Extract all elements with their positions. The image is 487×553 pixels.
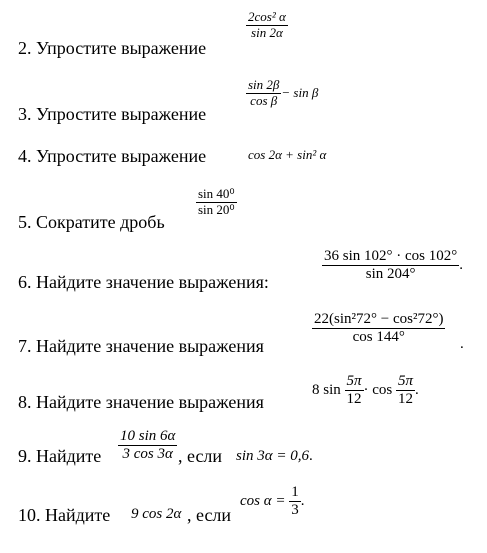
condition-lhs: cos α = (240, 493, 286, 510)
denominator: 3 cos 3α (122, 446, 173, 463)
problem-6 (18, 272, 269, 293)
problem-text: Найдите значение выражения: (36, 272, 269, 292)
problem-2 (18, 38, 206, 59)
formula-2 (246, 10, 288, 41)
tail-text: , если (187, 505, 232, 525)
formula-3 (246, 78, 318, 109)
numerator: 5π (396, 373, 415, 391)
problem-text: Сократите дробь (36, 212, 165, 232)
numerator: 36 sin 102° · cos 102° (322, 248, 459, 266)
problem-number: 10. (18, 505, 41, 525)
numerator: sin 2β (248, 77, 280, 92)
formula-6 (322, 248, 463, 284)
numerator: 1 (289, 484, 301, 502)
problem-10-tail (187, 505, 231, 526)
problem-9-tail (178, 446, 222, 467)
denominator: cos 144° (352, 329, 405, 346)
problem-number: 7. (18, 336, 32, 356)
problem-number: 3. (18, 104, 32, 124)
formula-10-condition (240, 484, 305, 520)
problem-number: 6. (18, 272, 32, 292)
formula-8 (312, 373, 419, 409)
formula-9-condition (236, 448, 313, 465)
problem-text: Упростите выражение (36, 146, 207, 166)
problem-4 (18, 146, 206, 167)
denominator: 12 (346, 391, 362, 408)
denominator: sin 2α (251, 24, 283, 40)
problem-number: 2. (18, 38, 32, 58)
denominator: 3 (291, 502, 299, 519)
problem-number: 5. (18, 212, 32, 232)
tail-text: , если (178, 446, 223, 466)
expression: 9 cos 2α (131, 506, 182, 522)
problem-3 (18, 104, 206, 125)
problem-text: Найдите (45, 505, 111, 525)
formula-9 (118, 428, 177, 464)
formula-mid: · cos (363, 382, 393, 399)
condition-end: . (309, 448, 313, 464)
problem-7 (18, 336, 264, 357)
numerator: 10 sin 6α (118, 428, 177, 446)
problem-number: 9. (18, 446, 32, 466)
formula-7-end: . (460, 336, 464, 352)
denominator: sin 204° (365, 266, 416, 283)
problem-9 (18, 446, 101, 467)
formula-tail: − sin β (281, 85, 319, 101)
formula-lead: 8 sin (312, 382, 341, 399)
problem-10 (18, 505, 110, 526)
condition: sin 3α = 0,6 (236, 448, 310, 464)
denominator: sin 20⁰ (198, 201, 235, 217)
expression: cos 2α + sin² α (248, 147, 327, 162)
problem-number: 4. (18, 146, 32, 166)
problem-number: 8. (18, 392, 32, 412)
problem-8 (18, 392, 264, 413)
formula-end: . (459, 257, 463, 274)
formula-7 (312, 311, 445, 347)
problem-text: Найдите значение выражения (36, 392, 264, 412)
problem-text: Найдите (36, 446, 102, 466)
numerator: sin 40⁰ (198, 186, 235, 201)
formula-4 (248, 147, 326, 163)
numerator: 5π (345, 373, 364, 391)
formula-10 (131, 506, 181, 523)
numerator: 2cos² α (248, 9, 286, 24)
problem-text: Упростите выражение (36, 38, 207, 58)
problem-5 (18, 212, 165, 233)
condition-end: . (300, 493, 305, 510)
denominator: 12 (398, 391, 414, 408)
problem-text: Найдите значение выражения (36, 336, 264, 356)
numerator: 22(sin²72° − cos²72°) (312, 311, 445, 329)
problem-text: Упростите выражение (36, 104, 207, 124)
formula-5 (196, 187, 237, 218)
denominator: cos β (250, 92, 278, 108)
formula-end: . (415, 382, 419, 399)
